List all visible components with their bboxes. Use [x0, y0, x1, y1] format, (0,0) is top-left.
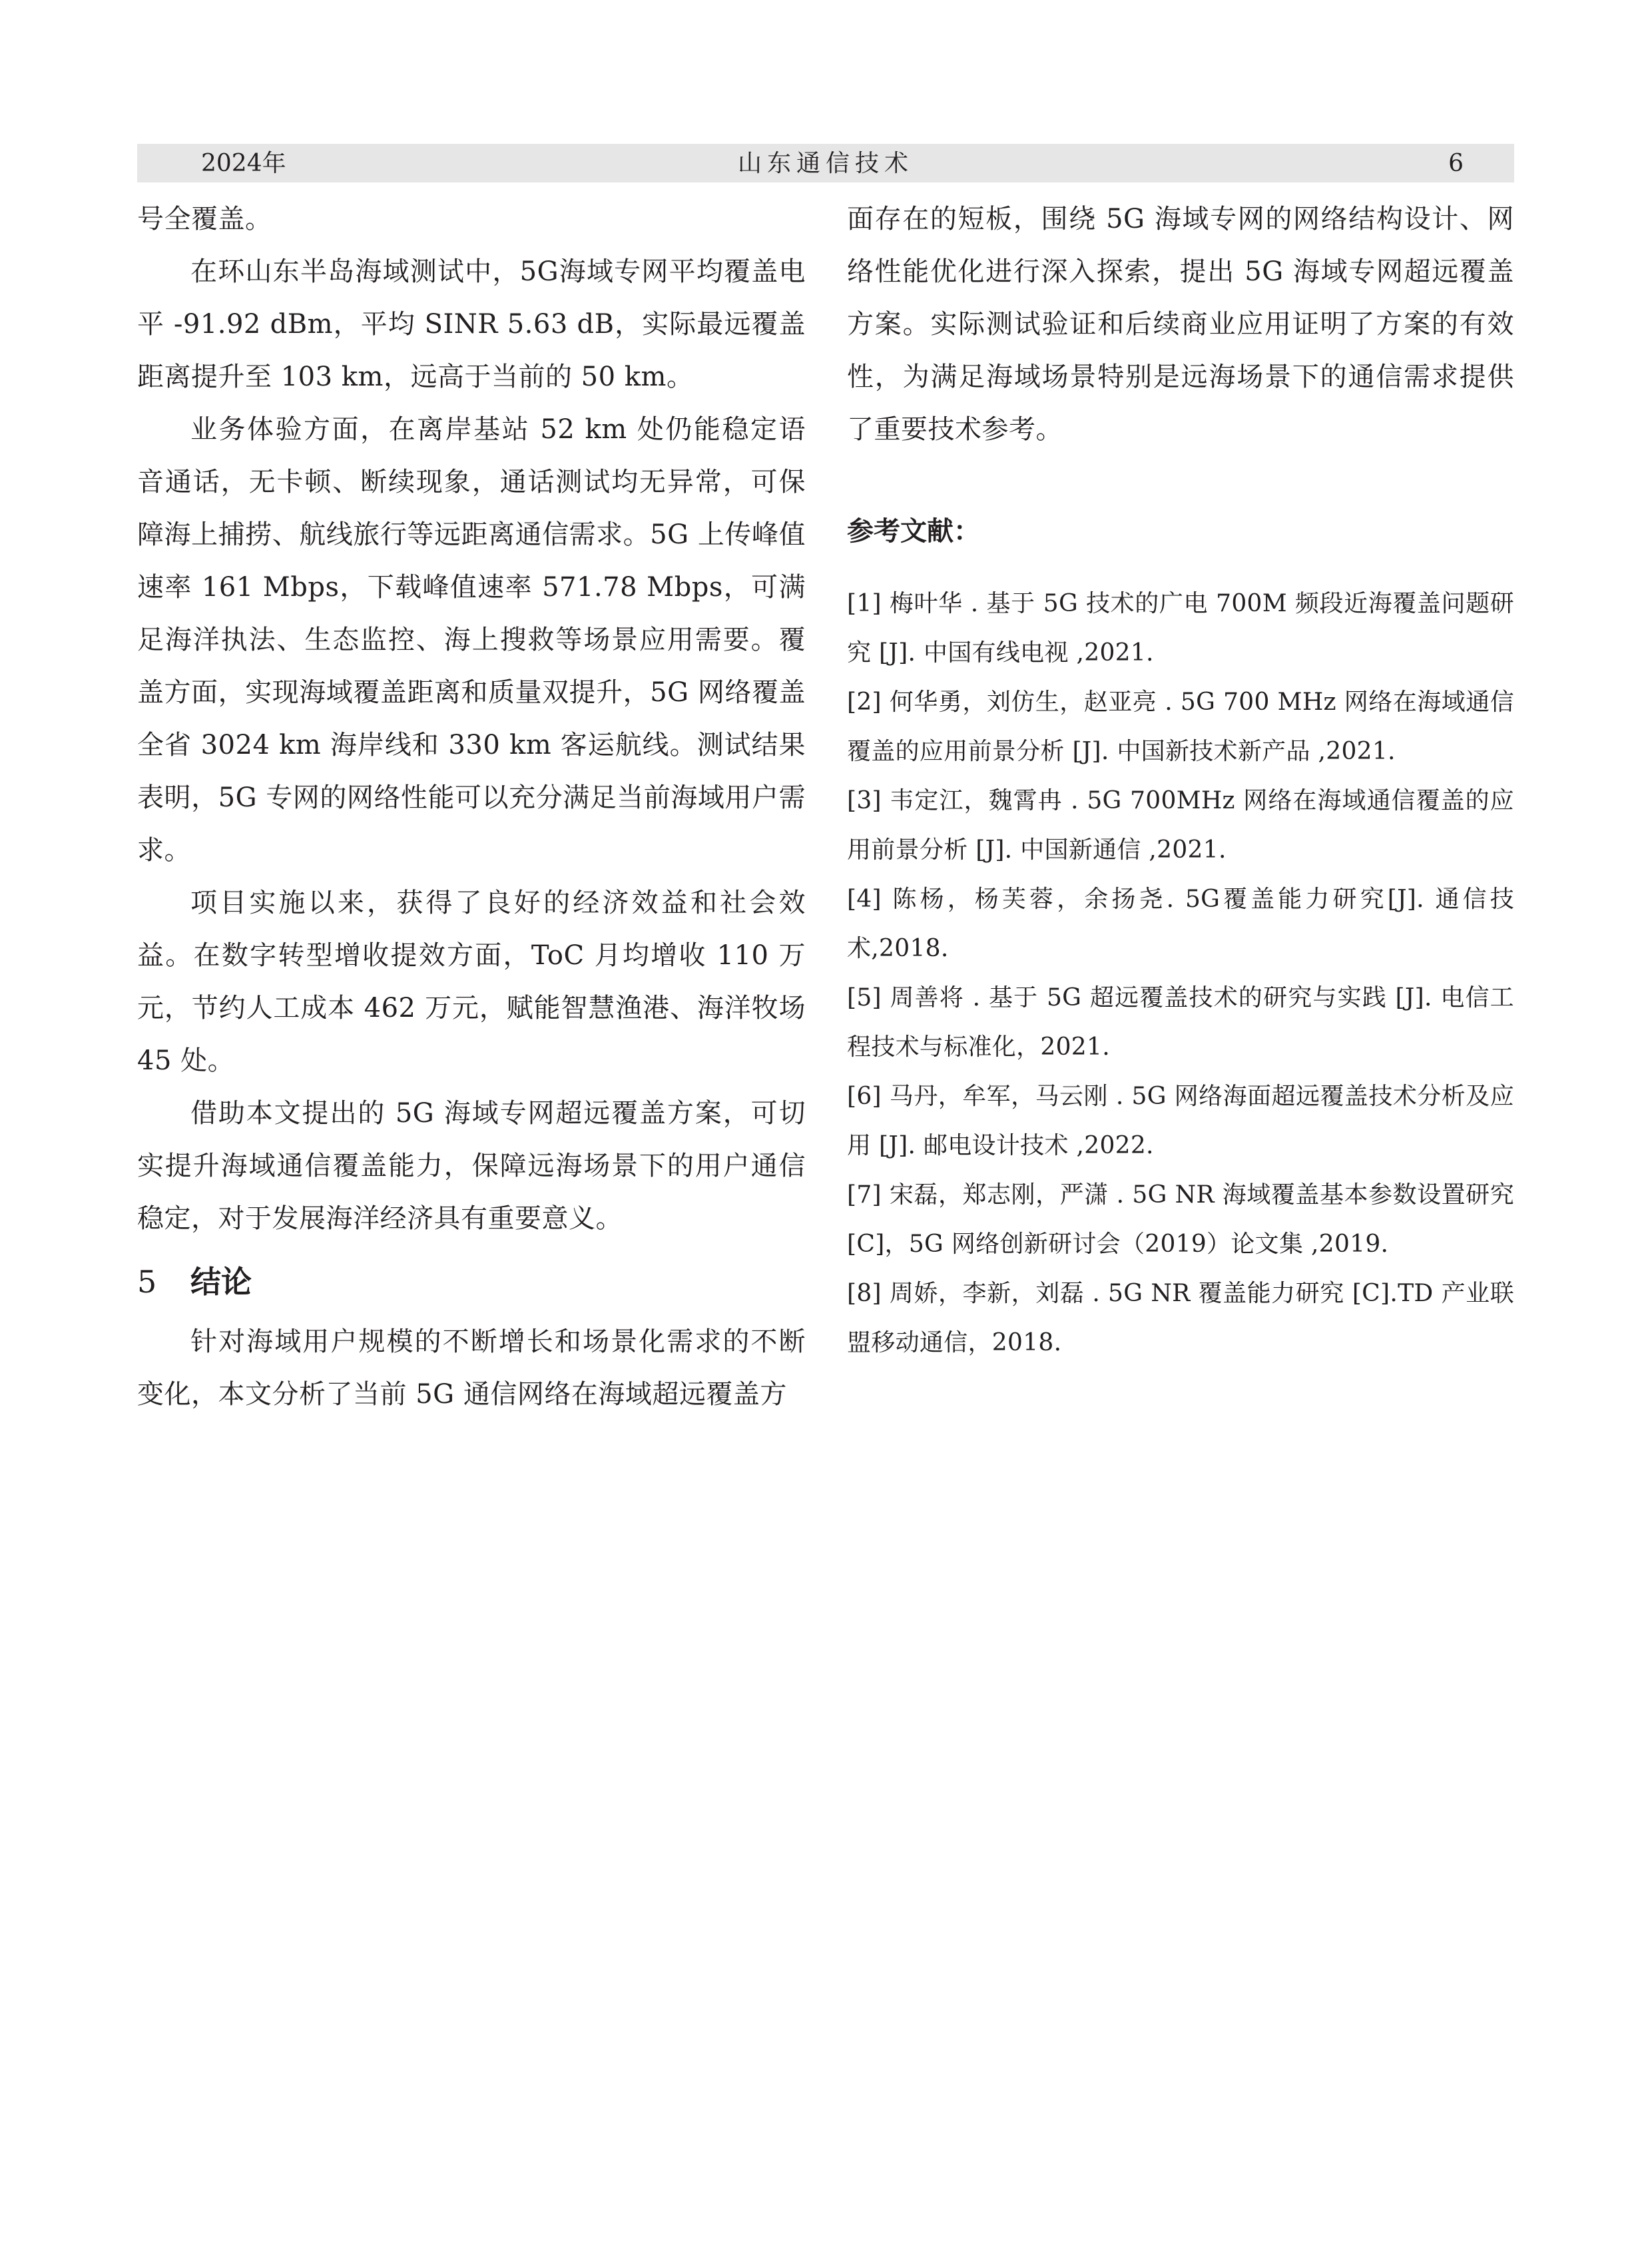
reference-item: [2] 何华勇，刘仿生，赵亚亮 . 5G 700 MHz 网络在海域通信覆盖的应用前景分析 [J]. 中国新技术新产品 ,2021.: [847, 689, 1514, 765]
reference-list: [847, 579, 1514, 1368]
references-heading: 参考文献：: [847, 516, 980, 547]
right-column: [847, 193, 1514, 1368]
reference-item: [1] 梅叶华 . 基于 5G 技术的广电 700M 频段近海覆盖问题研究 [J]. 中国有线电视 ,2021.: [847, 590, 1514, 667]
header-journal-title: 山东通信技术: [737, 150, 914, 177]
left-column: [137, 193, 806, 1421]
reference-item: [8] 周娇，李新，刘磊 . 5G NR 覆盖能力研究 [C].TD 产业联盟移动通信，2018.: [847, 1280, 1514, 1356]
section-heading: [137, 1251, 806, 1313]
header-page-number: 6: [1448, 150, 1464, 177]
paragraph: 号全覆盖。: [137, 204, 272, 234]
section-number: 5: [137, 1264, 157, 1300]
paragraph: 针对海域用户规模的不断增长和场景化需求的不断变化，本文分析了当前 5G 通信网络在海域超远覆盖方: [137, 1326, 806, 1410]
paragraph: 面存在的短板，围绕 5G 海域专网的网络结构设计、网络性能优化进行深入探索，提出 5G 海域专网超远覆盖方案。实际测试验证和后续商业应用证明了方案的有效性，为满足海域场景特别是远海场景下的通信需求提供了重要技术参考。: [847, 204, 1514, 445]
paragraph: 在环山东半岛海域测试中，5G海域专网平均覆盖电平 -91.92 dBm，平均 SINR 5.63 dB，实际最远覆盖距离提升至 103 km，远高于当前的 50 km。: [137, 256, 806, 392]
paragraph: 业务体验方面，在离岸基站 52 km 处仍能稳定语音通话，无卡顿、断续现象，通话测试均无异常，可保障海上捕捞、航线旅行等远距离通信需求。5G 上传峰值速率 161 Mbps，下载峰值速率 571.78 Mbps，可满足海洋执法、生态监控、海上搜救等场景应用需要。覆盖方面，实现海域覆盖距离和质量双提升，5G 网络覆盖全省 3024 km 海岸线和 330 km 客运航线。测试结果表明，5G 专网的网络性能可以充分满足当前海域用户需求。: [137, 414, 806, 866]
reference-item: [7] 宋磊，郑志刚，严潇 . 5G NR 海域覆盖基本参数设置研究 [C]，5G 网络创新研讨会（2019）论文集 ,2019.: [847, 1181, 1514, 1258]
paragraph: 项目实施以来，获得了良好的经济效益和社会效益。在数字转型增收提效方面，ToC 月均增收 110 万元，节约人工成本 462 万元，赋能智慧渔港、海洋牧场 45 处。: [137, 888, 806, 1076]
running-header: [137, 144, 1514, 182]
section-title: 结论: [190, 1264, 252, 1300]
header-year: 2024年: [201, 150, 286, 177]
paragraph: 借助本文提出的 5G 海域专网超远覆盖方案，可切实提升海域通信覆盖能力，保障远海场景下的用户通信稳定，对于发展海洋经济具有重要意义。: [137, 1098, 806, 1234]
reference-item: [6] 马丹，牟军，马云刚 . 5G 网络海面超远覆盖技术分析及应用 [J]. 邮电设计技术 ,2022.: [847, 1083, 1514, 1159]
reference-item: [3] 韦定江，魏霄冉 . 5G 700MHz 网络在海域通信覆盖的应用前景分析 [J]. 中国新通信 ,2021.: [847, 787, 1514, 864]
reference-item: [5] 周善将 . 基于 5G 超远覆盖技术的研究与实践 [J]. 电信工程技术与标准化，2021.: [847, 984, 1514, 1061]
reference-item: [4] 陈杨，杨芙蓉，余扬尧. 5G覆盖能力研究[J]. 通信技术,2018.: [847, 886, 1514, 962]
